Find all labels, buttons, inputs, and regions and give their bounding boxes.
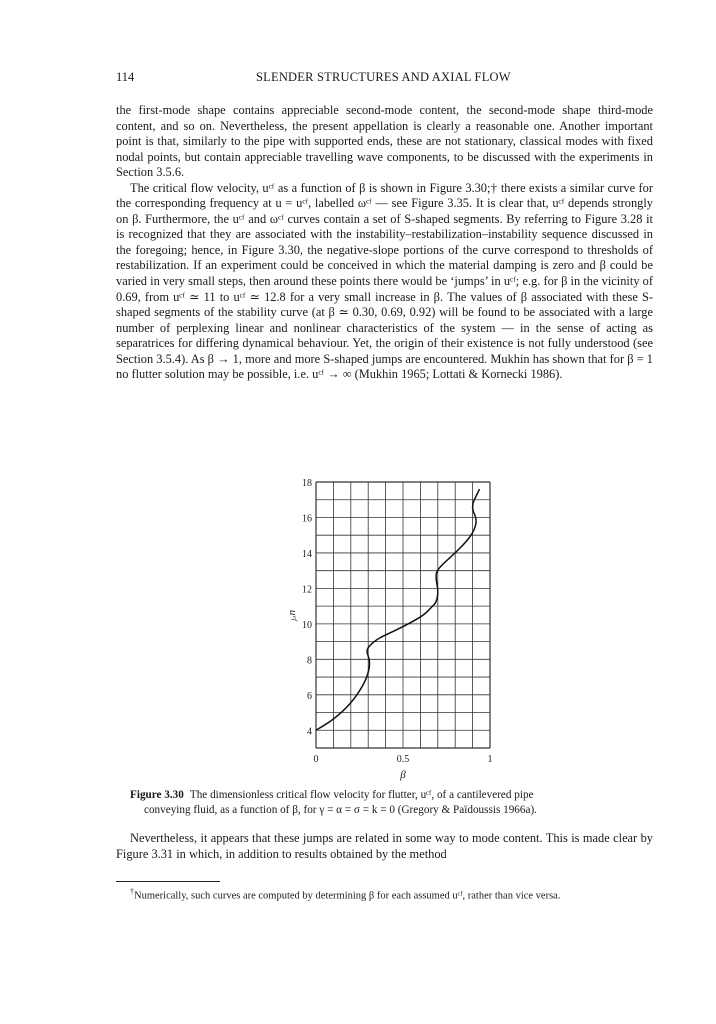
footnote-marker: † xyxy=(130,887,134,896)
paragraph-1: the first-mode shape contains appreciable second-mode content, the second-mode shape third-mode content, and so on. Nevertheless, the present appellation is clearly a reasonable one. Another important point is that, similarly to the pipe with supported ends, these are not stationary, classical modes with fixed nodal points, but contain appreciable travelling wave components, to be discussed with the experiments in Section 3.5.6. xyxy=(116,103,653,180)
figure-label: Figure 3.30 xyxy=(130,789,184,801)
y-tick-label: 4 xyxy=(307,726,312,738)
paragraph-3: Nevertheless, it appears that these jumps are related in some way to mode content. This is made clear by Figure 3.31 in which, in addition to results obtained by the method xyxy=(116,831,653,861)
y-tick-label: 10 xyxy=(302,619,312,631)
y-tick-label: 8 xyxy=(307,655,312,667)
caption-line-1: The dimensionless critical flow velocity for flutter, uᶜᶠ, of a cantilevered pipe xyxy=(189,789,534,801)
y-tick-label: 6 xyxy=(307,690,312,702)
x-axis-label: β xyxy=(400,769,406,781)
stability-chart xyxy=(250,470,550,790)
page-number: 114 xyxy=(116,70,135,84)
y-tick-label: 18 xyxy=(302,478,312,489)
footnote-text: Numerically, such curves are computed by determining β for each assumed uᶜᶠ, rather than vice versa. xyxy=(134,890,561,902)
running-head: SLENDER STRUCTURES AND AXIAL FLOW xyxy=(256,70,511,84)
x-tick-label: 0.5 xyxy=(396,754,410,765)
paragraph-3-block xyxy=(116,831,653,862)
x-tick-label: 0 xyxy=(313,754,319,765)
y-tick-label: 12 xyxy=(302,584,312,596)
figure-3-30 xyxy=(250,470,550,790)
footnote xyxy=(130,885,560,904)
y-tick-label: 16 xyxy=(302,513,312,525)
y-axis-label: uᶜᶠ xyxy=(287,609,299,621)
body-text xyxy=(116,103,653,383)
caption-line-2: conveying fluid, as a function of β, for γ = α = σ = k = 0 (Gregory & Païdoussis 1966a). xyxy=(144,804,537,816)
y-tick-label: 14 xyxy=(302,548,312,560)
figure-caption xyxy=(130,788,652,818)
footnote-rule xyxy=(116,881,220,882)
paragraph-2: The critical flow velocity, uᶜᶠ as a function of β is shown in Figure 3.30;† there exists a similar curve for the corresponding frequency at u = uᶜᶠ, labelled ωᶜᶠ — see Figure 3.35. It is clear that, uᶜᶠ depends strongly on β. Furthermore, the uᶜᶠ and ωᶜᶠ curves contain a set of S-shaped segments. By referring to Figure 3.28 it is recognized that they are associated with the instability–restabilization–instability sequence discussed in the foregoing; hence, in Figure 3.30, the negative-slope portions of the curve correspond to thresholds of restabilization. If an experiment could be conceived in which the material damping is zero and β could be varied in very small steps, then around these points there would be ‘jumps’ in uᶜᶠ; e.g. for β in the vicinity of 0.69, from uᶜᶠ ≃ 11 to uᶜᶠ ≃ 12.8 for a very small increase in β. The values of β associated with these S-shaped segments of the stability curve (at β ≃ 0.30, 0.69, 0.92) will be found to be associated with a large number of perplexing linear and nonlinear characteristics of the system — in the sense of acting as separatrices for differing dynamical behaviour. Yet, the origin of their existence is not fully understood (see Section 3.5.4). As β → 1, more and more S-shaped jumps are encountered. Mukhin has shown that for β = 1 no flutter solution may be possible, i.e. uᶜᶠ → ∞ (Mukhin 1965; Lottati & Kornecki 1986). xyxy=(116,180,653,382)
x-tick-label: 1 xyxy=(487,754,493,765)
